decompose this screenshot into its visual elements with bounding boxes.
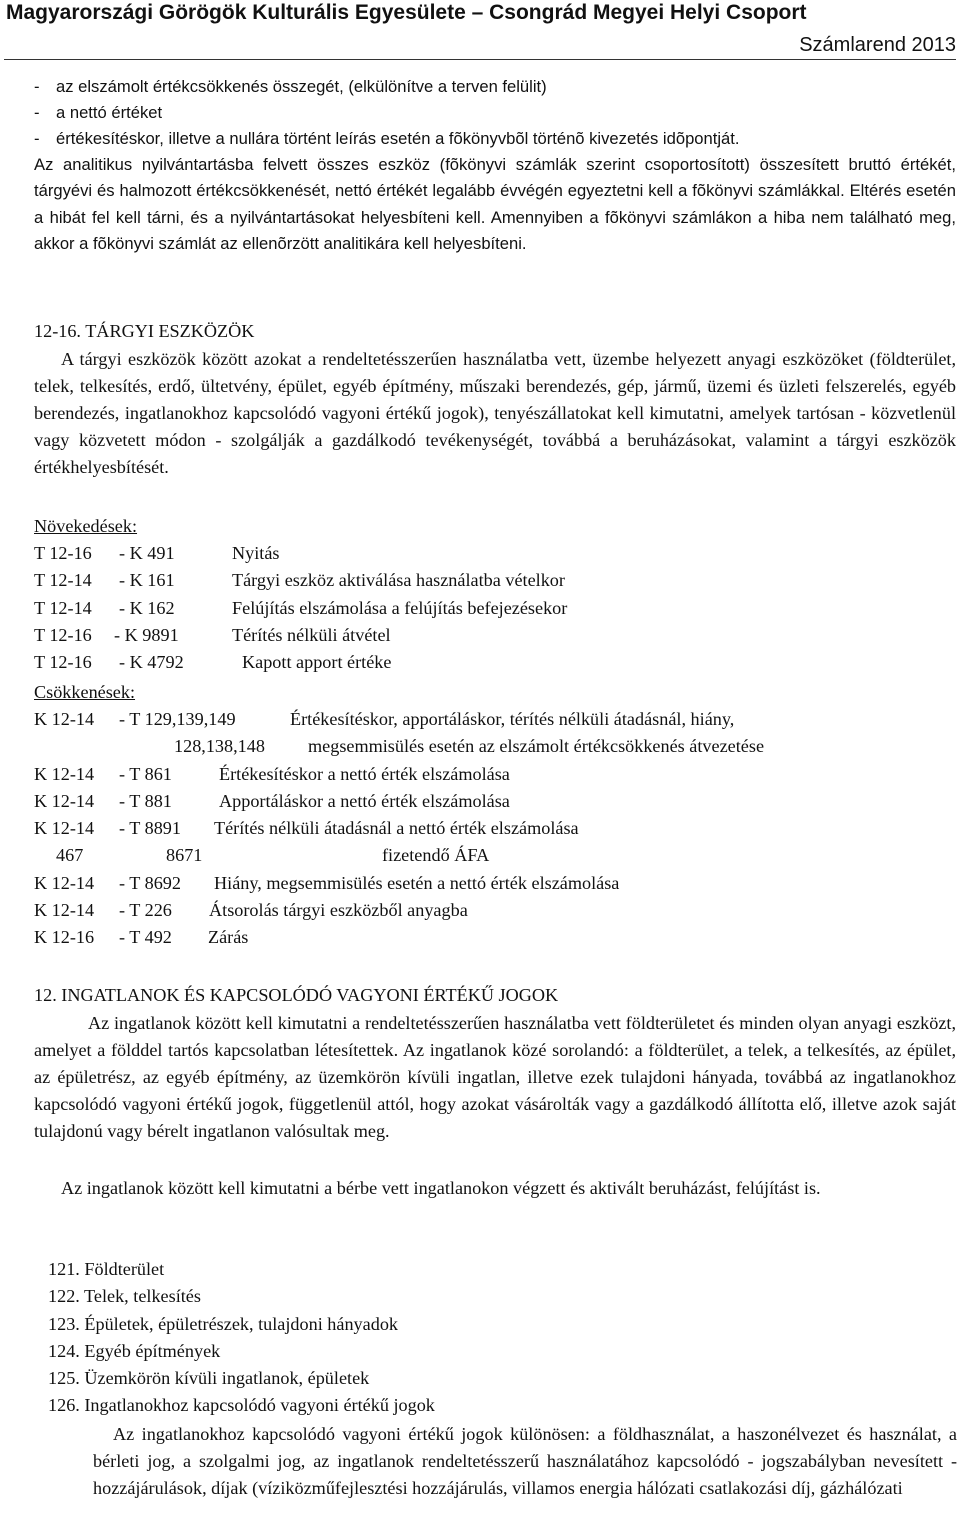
dash-list-item: - az elszámolt értékcsökkenés összegét, (elkülönítve a terven felülit) bbox=[34, 77, 547, 96]
ledger-entry-row: K 12-16 - T 492 Zárás bbox=[34, 927, 249, 948]
increases-list bbox=[34, 540, 956, 676]
decreases-label: Csökkenések: bbox=[34, 682, 136, 702]
ledger-entry-row: T 12-14 - K 161 Tárgyi eszköz aktiválása használatba vételkor bbox=[34, 570, 565, 591]
section-heading-tangible-assets: 12-16. TÁRGYI ESZKÖZÖK bbox=[34, 321, 255, 341]
numbered-list-item: 122. Telek, telkesítés bbox=[48, 1286, 201, 1307]
ledger-entry-row: K 12-14 - T 881 Apportáláskor a nettó érték elszámolása bbox=[34, 790, 510, 811]
ledger-entry-row: 467 8671 fizetendő ÁFA bbox=[56, 845, 490, 866]
ledger-entry-row: K 12-14 - T 226 Átsorolás tárgyi eszközből anyagba bbox=[34, 900, 468, 921]
ledger-entry-row: K 12-14 - T 861 Értékesítéskor a nettó érték elszámolása bbox=[34, 763, 510, 784]
decreases-list bbox=[34, 706, 956, 952]
header-title: Magyarországi Görögök Kulturális Egyesülete – Csongrád Megyei Helyi Csoport bbox=[6, 1, 807, 24]
ledger-entry-row: T 12-14 - K 162 Felújítás elszámolása a felújítás befejezésekor bbox=[34, 597, 568, 618]
real-estate-paragraph-2: Az ingatlanok között kell kimutatni a bérbe vett ingatlanokon végzett és aktivált beruházást, felújítást is. bbox=[61, 1178, 821, 1198]
ledger-entry-row: K 12-14 - T 129,139,149 Értékesítéskor, apportáláskor, térítés nélküli átadásnál, hiány, bbox=[34, 709, 735, 729]
numbered-list-item: 123. Épületek, épületrészek, tulajdoni hányadok bbox=[48, 1313, 399, 1334]
dash-list-item: - a nettó értéket bbox=[34, 103, 163, 122]
numbered-list-item: 126. Ingatlanokhoz kapcsolódó vagyoni értékű jogok bbox=[48, 1395, 435, 1416]
real-estate-paragraph-1: Az ingatlanok között kell kimutatni a rendeltetésszerűen használatba vett földterületet és minden olyan anyagi eszközt, amelyet a földdel tartós kapcsolatban létesítettek. Az ingatlanok közé sorolandó: a földterület, a telek, a telkesítés, az épület, az épületrész, az egyéb építmény, az üzemkörön kívüli ingatlan, illetve ezek tulajdoni hányada, továbbá az ingatlanokhoz kapcsolódó vagyoni értékű jogok, függetlenül attól, hogy azokat vásárolták vagy a gazdálkodó állította elő, illetve azok saját tulajdonú vagy bérelt ingatlanon valósultak meg. bbox=[34, 1013, 956, 1142]
analytics-paragraph: Az analitikus nyilvántartásba felvett összes eszköz (fõkönyvi számlák szerint csoportosított) összesített bruttó értékét, tárgyévi és halmozott értékcsökkenését, nettó értékét legalább évvégén egyeztetni kell a fõkönyvi számlákkal. Eltérés esetén a hibát fel kell tárni, és a nyilvántartásokat helyesbíteni kell. Amennyiben a fõkönyvi számlákon a hiba nem található meg, akkor a fõkönyvi számlát az ellenõrzött analitikára kell helyesbíteni. bbox=[34, 155, 956, 253]
header-divider bbox=[4, 59, 956, 60]
real-estate-numbered-list bbox=[48, 1256, 948, 1420]
tangible-assets-paragraph: A tárgyi eszközök között azokat a rendeltetésszerűen használatba vett, üzembe helyezett anyagi eszközöket (földterület, telek, telkesítés, erdő, ültetvény, épület, egyéb építmény, műszaki berendezés, gép, jármű, üzemi és üzleti felszerelés, egyéb berendezés, ingatlanokhoz kapcsolódó vagyoni értékű jogok), tenyészállatokat kell kimutatni, amelyek tartósan - közvetlenül vagy közvetett módon - szolgálják a gazdálkodó tevékenységét, továbbá a beruházásokat, valamint a tárgyi eszközök értékhelyesbítését. bbox=[34, 349, 956, 478]
numbered-list-item: 121. Földterület bbox=[48, 1259, 165, 1279]
intro-dash-list bbox=[34, 74, 958, 152]
section-heading-real-estate: 12. INGATLANOK ÉS KAPCSOLÓDÓ VAGYONI ÉRTÉKŰ JOGOK bbox=[34, 985, 559, 1005]
increases-label: Növekedések: bbox=[34, 516, 138, 536]
numbered-list-item: 125. Üzemkörön kívüli ingatlanok, épületek bbox=[48, 1368, 370, 1389]
ledger-entry-row: 128,138,148 megsemmisülés esetén az elszámolt értékcsökkenés átvezetése bbox=[174, 736, 765, 757]
ledger-entry-row: T 12-16 - K 491 Nyitás bbox=[34, 543, 280, 563]
property-rights-paragraph: Az ingatlanokhoz kapcsolódó vagyoni értékű jogok különösen: a földhasználat, a haszonélvezet és használat, a bérleti jog, a szolgalmi jog, az ingatlanok rendeltetésszerű használatához kapcsolódó - jogszabályban nevesített - hozzájárulások, díjak (víziközműfejlesztési hozzájárulás, villamos energia hálózati csatlakozási díj, gázhálózati bbox=[93, 1424, 957, 1499]
ledger-entry-row: T 12-16 - K 4792 Kapott apport értéke bbox=[34, 652, 392, 673]
ledger-entry-row: K 12-14 - T 8891 Térítés nélküli átadásnál a nettó érték elszámolása bbox=[34, 818, 579, 839]
ledger-entry-row: K 12-14 - T 8692 Hiány, megsemmisülés esetén a nettó érték elszámolása bbox=[34, 872, 620, 893]
header-subtitle: Számlarend 2013 bbox=[799, 34, 956, 56]
ledger-entry-row: T 12-16 - K 9891 Térítés nélküli átvétel bbox=[34, 624, 391, 645]
numbered-list-item: 124. Egyéb építmények bbox=[48, 1340, 221, 1361]
dash-list-item: - értékesítéskor, illetve a nullára történt leírás esetén a fõkönyvbõl történõ kivezetés idõpontját. bbox=[34, 129, 740, 148]
